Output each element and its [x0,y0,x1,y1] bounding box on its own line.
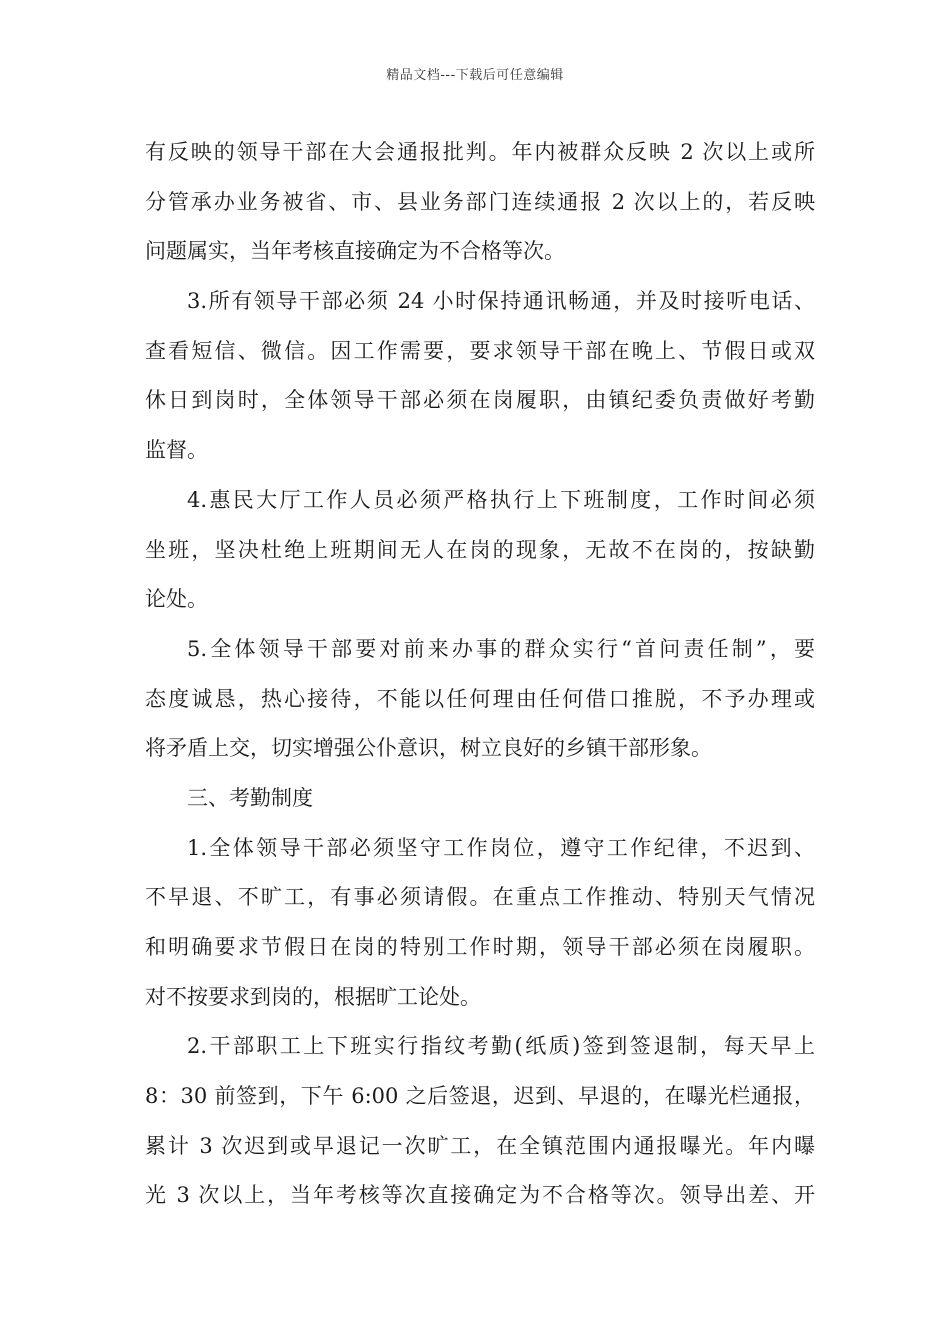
text-line: 休日到岗时，全体领导干部必须在岗履职，由镇纪委负责做好考勤 [145,388,815,413]
text-line: 有反映的领导干部在大会通报批判。年内被群众反映 2 次以上或所 [145,140,815,164]
text-line: 监督。 [145,438,208,463]
page-header: 精品文档---下载后可任意编辑 [386,68,564,83]
text-line: 3.所有领导干部必须 24 小时保持通讯畅通，并及时接听电话、 [187,289,815,314]
text-line: 将矛盾上交，切实增强公仆意识，树立良好的乡镇干部形象。 [145,736,712,761]
text-line: 态度诚恳，热心接待，不能以任何理由任何借口推脱，不予办理或 [145,686,815,711]
text-line: 1.全体领导干部必须坚守工作岗位，遵守工作纪律，不迟到、 [187,835,815,860]
text-line: 累计 3 次迟到或早退记一次旷工，在全镇范围内通报曝光。年内曝 [145,1133,815,1158]
text-line: 和明确要求节假日在岗的特别工作时期，领导干部必须在岗履职。 [145,935,815,959]
text-line: 分管承办业务被省、市、县业务部门连续通报 2 次以上的，若反映 [145,189,815,214]
text-line: 查看短信、微信。因工作需要，要求领导干部在晚上、节假日或双 [145,338,815,363]
text-line: 光 3 次以上，当年考核等次直接确定为不合格等次。领导出差、开 [145,1183,815,1208]
text-line: 4.惠民大厅工作人员必须严格执行上下班制度，工作时间必须 [187,487,815,512]
text-line: 问题属实，当年考核直接确定为不合格等次。 [145,239,565,264]
text-line: 论处。 [145,587,208,612]
text-line: 三、考勤制度 [187,785,313,810]
text-line: 坐班，坚决杜绝上班期间无人在岗的现象，无故不在岗的，按缺勤 [145,537,815,562]
document-body [145,128,815,1221]
text-line: 对不按要求到岗的，根据旷工论处。 [145,984,481,1009]
text-line: 不早退、不旷工，有事必须请假。在重点工作推动、特别天气情况 [145,885,815,910]
text-line: 2.干部职工上下班实行指纹考勤(纸质)签到签退制，每天早上 [187,1034,815,1059]
text-line: 8：30 前签到，下午 6:00 之后签退，迟到、早退的，在曝光栏通报， [145,1084,815,1109]
text-line: 5.全体领导干部要对前来办事的群众实行“首问责任制”，要 [187,636,815,661]
